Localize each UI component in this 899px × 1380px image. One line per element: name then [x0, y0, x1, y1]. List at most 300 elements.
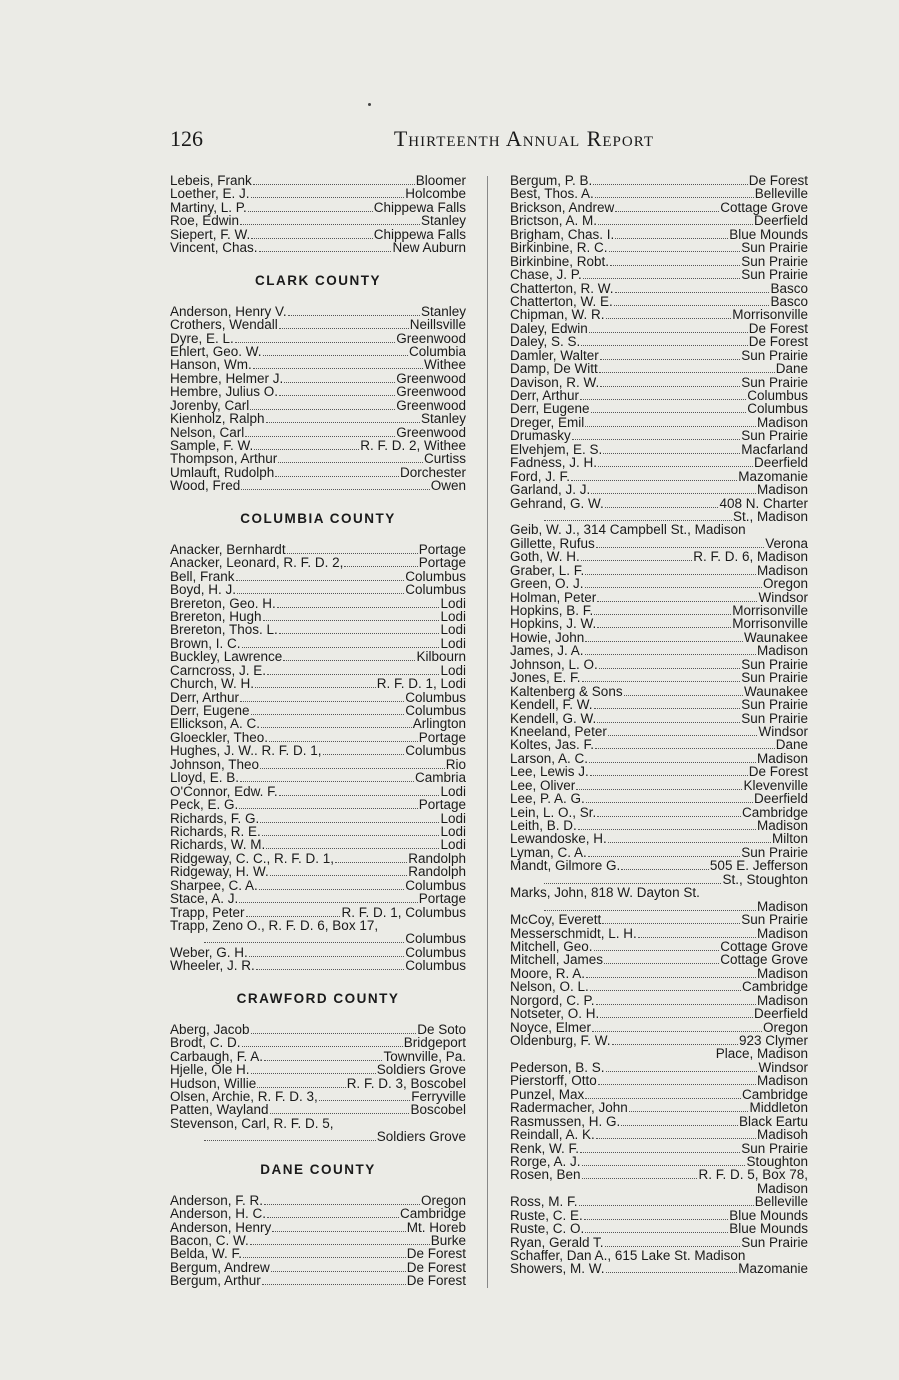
- entry-place: Greenwood: [396, 424, 466, 440]
- list-entry: [510, 241, 808, 254]
- entry-continuation: [170, 932, 466, 945]
- entry-place: Sun Prairie: [741, 267, 808, 283]
- list-entry: [170, 838, 466, 851]
- entry-place: Sun Prairie: [741, 1140, 808, 1156]
- list-entry: [170, 570, 466, 583]
- dot-leader: [590, 775, 748, 776]
- entry-place: Mazomanie: [738, 468, 808, 484]
- entry-name: Lein, L. O., Sr.: [510, 804, 597, 820]
- dot-leader: [596, 1138, 756, 1139]
- entry-place: 408 N. Charter: [719, 495, 808, 511]
- dot-leader: [251, 238, 372, 239]
- list-entry: [510, 1195, 808, 1208]
- list-entry: [510, 497, 808, 510]
- entry-place: Klevenville: [743, 777, 808, 793]
- list-entry: [510, 255, 808, 268]
- entry-place: De Soto: [417, 1021, 466, 1037]
- entry-place: Randolph: [408, 850, 466, 866]
- dot-leader: [240, 224, 420, 225]
- entry-place: De Forest: [748, 173, 808, 188]
- list-entry: [170, 664, 466, 677]
- dot-leader: [599, 372, 775, 373]
- entry-name: Anacker, Bernhardt: [170, 541, 286, 557]
- list-entry: [170, 1036, 466, 1049]
- entry-name: Elvehjem, E. S.: [510, 441, 603, 457]
- entry-name: Oldenburg, F. W.: [510, 1033, 611, 1048]
- entry-place: De Forest: [748, 320, 808, 336]
- entry-name: Howie, John: [510, 629, 585, 645]
- page-number: 126: [170, 126, 203, 151]
- list-entry: [510, 362, 808, 375]
- dot-leader: [251, 1033, 417, 1034]
- dot-leader: [605, 1246, 741, 1247]
- entry-continuation: Madison: [756, 1180, 808, 1196]
- entry-name: Sharpee, C. A.: [170, 877, 258, 893]
- entry-place: Greenwood: [396, 330, 466, 346]
- list-entry: [510, 725, 808, 738]
- entry-place: Greenwood: [396, 370, 466, 386]
- column-divider: [487, 176, 488, 1288]
- entry-place: Arlington: [412, 716, 466, 732]
- entry-place: Black Eartu: [738, 1113, 808, 1129]
- entry-place: Portage: [418, 555, 466, 571]
- dot-leader: [608, 842, 771, 843]
- entry-place: Lodi: [440, 595, 466, 611]
- entry-name: Buckley, Lawrence: [170, 649, 283, 665]
- entry-place: Cottage Grove: [720, 952, 808, 968]
- list-entry: [510, 282, 808, 295]
- dot-leader: [269, 741, 418, 742]
- entry-name: Trapp, Peter: [170, 904, 245, 920]
- entry-name: Derr, Eugene: [170, 703, 250, 718]
- list-entry: [170, 1090, 466, 1103]
- dot-leader: [595, 748, 775, 749]
- list-entry: [170, 704, 466, 717]
- entry-place: Columbus: [405, 689, 466, 705]
- dot-leader: [612, 1044, 738, 1045]
- list-entry: [510, 1168, 808, 1181]
- list-entry: [510, 846, 808, 859]
- list-entry: [510, 564, 808, 577]
- entry-name: Davison, R. W.: [510, 374, 600, 390]
- dot-leader: [606, 318, 732, 319]
- list-entry: [510, 402, 808, 415]
- entry-place: Owen: [430, 478, 466, 494]
- entry-place: Madison: [756, 965, 808, 981]
- entry-name: Kaltenberg & Sons: [510, 683, 623, 699]
- dot-leader: [585, 654, 756, 655]
- entry-name: Mandt, Gilmore G.: [510, 858, 621, 874]
- entry-place: Cottage Grove: [720, 938, 808, 954]
- dot-leader: [243, 1257, 406, 1258]
- dot-leader: [262, 835, 440, 836]
- dot-leader: [239, 902, 417, 903]
- entry-place: Deerfield: [753, 1006, 808, 1022]
- dot-leader: [250, 409, 395, 410]
- entry-place: Madison: [756, 750, 808, 766]
- list-entry: [170, 332, 466, 345]
- entry-name: Bell, Frank: [170, 568, 235, 584]
- entry-place: Windsor: [758, 723, 808, 739]
- entry-name: Bergum, P. B.: [510, 173, 593, 188]
- entry-name: Nelson, O. L.: [510, 979, 589, 995]
- dot-leader: [580, 399, 746, 400]
- right-column: [510, 174, 808, 1276]
- entry-name: Richards, W. M.: [170, 837, 266, 853]
- entry-name: Green, O. J.: [510, 576, 584, 592]
- dot-leader: [598, 224, 753, 225]
- entry-name: Crothers, Wendall: [170, 317, 278, 333]
- dot-leader: [335, 862, 407, 863]
- entry-name: Carbaugh, F. A.: [170, 1048, 264, 1064]
- dot-leader: [263, 620, 440, 621]
- dot-leader: [585, 641, 743, 642]
- list-entry: [170, 717, 466, 730]
- dot-leader: [271, 1271, 406, 1272]
- dot-leader: [598, 1084, 756, 1085]
- list-entry: [170, 318, 466, 331]
- running-title: Thirteenth Annual Report: [393, 126, 654, 151]
- entry-place: Basco: [770, 280, 808, 296]
- list-entry: [510, 913, 808, 926]
- left-column: [170, 174, 466, 1288]
- list-entry: [170, 1103, 466, 1116]
- dot-leader: [235, 342, 395, 343]
- entry-name: Gehrand, G. W.: [510, 495, 604, 511]
- dot-leader: [279, 395, 395, 396]
- entry-name: Brereton, Thos. L.: [170, 622, 278, 638]
- list-entry: [510, 228, 808, 241]
- entry-name: Anderson, F. R.: [170, 1192, 264, 1208]
- entry-place: Randolph: [408, 864, 466, 880]
- entry-place: Basco: [770, 293, 808, 309]
- list-entry: [170, 812, 466, 825]
- list-entry: [510, 591, 808, 604]
- dot-leader: [270, 1113, 410, 1114]
- entry-place: Waunakee: [743, 629, 808, 645]
- entry-name: Gillette, Rufus: [510, 535, 595, 551]
- entry-continuation: [170, 1130, 466, 1143]
- entry-place: Sun Prairie: [741, 697, 808, 713]
- entry-name: O'Connor, Edw. F.: [170, 783, 278, 799]
- dot-leader: [251, 714, 405, 715]
- entry-place: Dorchester: [399, 464, 466, 480]
- dot-leader: [588, 856, 740, 857]
- entry-name: Jones, E. F.: [510, 670, 581, 686]
- dot-leader: [586, 977, 756, 978]
- entry-name: Bergum, Andrew: [170, 1259, 270, 1275]
- entry-place: Cambridge: [399, 1206, 466, 1222]
- dot-leader: [585, 587, 762, 588]
- entry-name: Noyce, Elmer: [510, 1019, 592, 1035]
- entry-place: Stanley: [420, 303, 466, 319]
- entry-place: Columbus: [405, 743, 466, 759]
- list-entry: [170, 865, 466, 878]
- list-entry: [510, 1101, 808, 1114]
- list-entry: [170, 597, 466, 610]
- entry-name: Kienholz, Ralph: [170, 411, 265, 427]
- list-entry: [510, 550, 808, 563]
- entry-name: Daley, Edwin: [510, 320, 588, 336]
- list-entry: [510, 1222, 808, 1235]
- list-entry: [170, 426, 466, 439]
- entry-place: Chippewa Falls: [373, 226, 466, 242]
- entry-place: Sun Prairie: [741, 912, 808, 928]
- list-entry: [510, 1128, 808, 1141]
- list-entry: [170, 610, 466, 623]
- entry-place: Deerfield: [753, 213, 808, 229]
- entry-name: Sample, F. W.: [170, 438, 254, 453]
- entry-place: Oregon: [420, 1192, 466, 1208]
- entry-place: Macfarland: [741, 441, 808, 457]
- entry-name: James, J. A.: [510, 643, 584, 659]
- dot-leader: [270, 875, 407, 876]
- entry-name: Best, Thos. A.: [510, 186, 594, 202]
- dot-leader: [600, 386, 740, 387]
- entry-place: R. F. D. 1, Lodi: [376, 676, 466, 692]
- entry-place: Sun Prairie: [741, 1234, 808, 1250]
- list-entry: [510, 819, 808, 832]
- entry-name: Birkinbine, Robt.: [510, 253, 610, 269]
- entry-name: Umlauft, Rudolph: [170, 464, 275, 480]
- dot-leader: [582, 1165, 746, 1166]
- list-entry: [510, 752, 808, 765]
- entry-place: Boscobel: [410, 1102, 466, 1118]
- list-entry: [170, 691, 466, 704]
- entry-name: Lebeis, Frank: [170, 173, 252, 188]
- dot-leader: [572, 439, 740, 440]
- entry-name: Derr, Arthur: [170, 689, 240, 705]
- entry-name: Fadness, J. H.: [510, 455, 598, 471]
- entry-place: Madison: [756, 414, 808, 430]
- entry-name: Jorenby, Carl: [170, 397, 250, 413]
- dot-leader: [236, 580, 405, 581]
- entry-name: Anderson, Henry: [170, 1219, 272, 1235]
- list-entry: [510, 1007, 808, 1020]
- entry-name: Lee, Lewis J.: [510, 764, 589, 780]
- entry-name: Johnson, Theo: [170, 756, 260, 772]
- list-entry: [510, 1088, 808, 1101]
- dot-leader: [279, 795, 440, 796]
- entry-name: Holman, Peter: [510, 589, 597, 605]
- entry-name: Belda, W. F.: [170, 1246, 243, 1262]
- entry-name: Messerschmidt, L. H.: [510, 925, 637, 941]
- list-entry: [510, 698, 808, 711]
- dot-leader: [589, 332, 748, 333]
- entry-place: De Forest: [406, 1259, 466, 1275]
- list-entry: [510, 765, 808, 778]
- list-entry: [170, 439, 466, 452]
- dot-leader: [629, 1111, 749, 1112]
- list-entry: [510, 268, 808, 281]
- entry-name: Kendell, F. W.: [510, 697, 593, 713]
- dane-list-continued: [510, 537, 808, 873]
- list-entry: [510, 483, 808, 496]
- dot-leader: [591, 412, 747, 413]
- entry-place: Blue Mounds: [729, 1221, 808, 1237]
- entry-name: Lee, P. A. G.: [510, 791, 585, 807]
- entry-continuation: [510, 510, 808, 523]
- entry-place: Dane: [775, 737, 808, 753]
- entry-place: Waunakee: [743, 683, 808, 699]
- entry-name: Peck, E. G.: [170, 797, 239, 813]
- dane-list-continued: [510, 913, 808, 1047]
- dot-leader: [594, 950, 720, 951]
- dane-list-continued: [510, 1061, 808, 1182]
- entry-place: Madison: [756, 818, 808, 833]
- dot-leader: [585, 574, 756, 575]
- list-entry: [510, 1209, 808, 1222]
- dot-leader: [267, 674, 439, 675]
- dot-leader: [240, 701, 404, 702]
- entry-place: Madison: [756, 1073, 808, 1089]
- entry-place: Milton: [771, 831, 808, 847]
- entry-name: Hjelle, Ole H.: [170, 1062, 250, 1078]
- dot-leader: [251, 197, 405, 198]
- dot-leader: [571, 480, 737, 481]
- list-entry: [170, 543, 466, 556]
- dot-leader: [242, 1046, 403, 1047]
- dot-leader: [615, 238, 728, 239]
- dot-leader: [586, 802, 753, 803]
- entry-name: Ridgeway, H. W.: [170, 864, 269, 880]
- entry-name: Chatterton, W. E.: [510, 293, 613, 309]
- entry-place: R. F. D. 2, Withee: [360, 438, 466, 453]
- dot-leader: [591, 493, 756, 494]
- entry-place: Madison: [756, 898, 808, 914]
- entry-place: Oregon: [762, 576, 808, 592]
- entry-name: Roe, Edwin: [170, 213, 240, 229]
- entry-place: Portage: [418, 891, 466, 907]
- list-entry: [170, 906, 466, 919]
- dot-leader: [606, 1272, 738, 1273]
- entry-name: Kneeland, Peter: [510, 723, 607, 739]
- dot-leader: [283, 660, 415, 661]
- entry-place: Columbus: [747, 388, 808, 403]
- entry-name: Wheeler, J. R.: [170, 958, 255, 974]
- entry-name: Radermacher, John: [510, 1100, 628, 1116]
- entry-place: Lodi: [440, 662, 466, 678]
- entry-name: Pederson, B. S.: [510, 1059, 605, 1075]
- list-entry: [510, 429, 808, 442]
- entry-place: Madison: [756, 992, 808, 1008]
- dot-leader: [275, 476, 399, 477]
- entry-name: McCoy, Everett: [510, 912, 602, 928]
- dot-leader: [589, 762, 756, 763]
- list-entry: [170, 852, 466, 865]
- list-entry: [170, 798, 466, 811]
- list-entry: [510, 980, 808, 993]
- dot-leader: [596, 1004, 756, 1005]
- dot-leader: [261, 727, 412, 728]
- list-entry: [170, 1221, 466, 1234]
- entry-name: Anderson, H. C.: [170, 1206, 267, 1222]
- entry-name: Bacon, C. W.: [170, 1233, 249, 1248]
- dot-leader: [255, 687, 376, 688]
- entry-name: Brictson, A. M.: [510, 213, 598, 229]
- dot-leader: [593, 184, 747, 185]
- dot-leader: [259, 251, 392, 252]
- list-entry: [170, 214, 466, 227]
- entry-name: Church, W. H.: [170, 676, 255, 692]
- entry-name: Renk, W. F.: [510, 1140, 580, 1156]
- entry-place: Columbus: [405, 944, 466, 960]
- entry-place: Columbus: [405, 931, 466, 947]
- entry-name: Wood, Fred: [170, 478, 241, 494]
- entry-name: Brereton, Hugh: [170, 608, 262, 624]
- entry-place: Stoughton: [746, 1153, 808, 1169]
- entry-name: Mitchell, James: [510, 952, 604, 968]
- list-entry: [510, 604, 808, 617]
- entry-place: Windsor: [758, 589, 808, 605]
- entry-name: Chatterton, R. W.: [510, 280, 614, 296]
- list-entry: [170, 399, 466, 412]
- list-entry: [510, 201, 808, 214]
- entry-place: Oregon: [762, 1019, 808, 1035]
- entry-name: Bergum, Arthur: [170, 1273, 261, 1289]
- list-entry: [170, 556, 466, 569]
- dot-leader: [597, 627, 731, 628]
- entry-name: Hanson, Wm.: [170, 357, 252, 373]
- entry-place: Morrisonville: [732, 603, 808, 618]
- entry-place: Blue Mounds: [729, 1207, 808, 1223]
- dot-leader: [576, 789, 742, 790]
- entry-place: Curtiss: [423, 451, 466, 467]
- dot-leader: [260, 822, 439, 823]
- page-header: [170, 126, 654, 154]
- list-entry: [510, 537, 808, 550]
- entry-name: Reindall, A. K.: [510, 1127, 595, 1143]
- entry-place: St., Stoughton: [722, 871, 808, 887]
- list-entry: [170, 623, 466, 636]
- entry-place: Columbus: [405, 703, 466, 718]
- dot-leader: [250, 1244, 430, 1245]
- entry-name: Vincent, Chas.: [170, 240, 258, 256]
- entry-place: R. F. D. 5, Box 78,: [698, 1167, 808, 1183]
- list-entry: [510, 322, 808, 335]
- entry-place: Lodi: [440, 810, 466, 826]
- entry-name: Drumasky: [510, 428, 571, 444]
- entry-name: Ford, J. F.: [510, 468, 571, 484]
- entry-place: Neillsville: [409, 317, 466, 333]
- dane-list-continued: [510, 174, 808, 510]
- list-entry: [510, 779, 808, 792]
- entry-place: Townville, Pa.: [383, 1048, 466, 1064]
- entry-name: Thompson, Arthur: [170, 451, 278, 467]
- entry-line: Schaffer, Dan A., 615 Lake St. Madison: [510, 1248, 746, 1263]
- entry-name: Hembre, Julius O.: [170, 384, 279, 400]
- dot-leader: [614, 305, 770, 306]
- dot-leader: [264, 1204, 420, 1205]
- dot-leader: [604, 963, 719, 964]
- entry-name: Mitchell, Geo.: [510, 938, 593, 954]
- entry-place: Rio: [445, 756, 466, 772]
- list-entry: [170, 228, 466, 241]
- list-entry: [170, 959, 466, 972]
- list-entry: [510, 335, 808, 348]
- list-entry: [170, 731, 466, 744]
- entry-name: Ryan, Gerald T.: [510, 1234, 604, 1250]
- entry-name: Rorge, A. J.: [510, 1153, 581, 1169]
- entry-name: Boyd, H. J.: [170, 582, 237, 598]
- list-entry: [510, 1262, 808, 1275]
- dot-leader: [585, 426, 756, 427]
- dot-leader: [638, 937, 756, 938]
- list-entry: [510, 631, 808, 644]
- dot-leader: [259, 889, 404, 890]
- list-entry: [510, 832, 808, 845]
- list-entry: [170, 385, 466, 398]
